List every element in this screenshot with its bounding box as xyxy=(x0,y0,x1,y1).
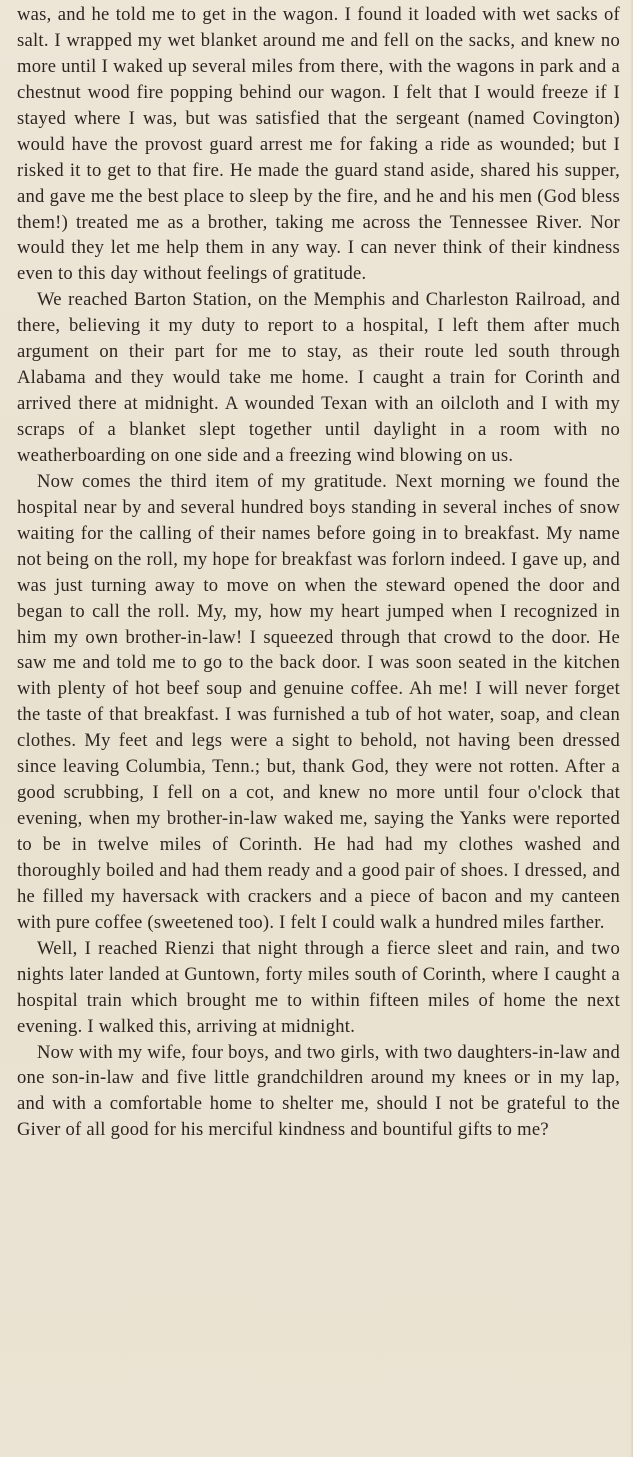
paragraph-journey-home: Well, I reached Rienzi that night through a fierce sleet and rain, and two nights later landed at Guntown, forty miles south of Corinth, where I caught a hospital train which brought me to within fifteen miles of home the next evening. I walked this, arriving at midnight. xyxy=(17,937,620,1037)
paragraph-hospital-breakfast: Now comes the third item of my gratitude. Next morning we found the hospital near by and several hundred boys standing in several inches of snow waiting for the calling of their names before going in to breakfast. My name not being on the roll, my hope for breakfast was forlorn indeed. I gave up, and was just turning away to move on when the steward opened the door and began to call the roll. My, my, how my heart jumped when I recognized in him my own brother-in-law! I squeezed through that crowd to the door. He saw me and told me to go to the back door. I was soon seated in the kitchen with plenty of hot beef soup and genuine coffee. Ah me! I will never forget the taste of that breakfast. I was furnished a tub of hot water, soap, and clean clothes. My feet and legs were a sight to behold, not having been dressed since leaving Columbia, Tenn.; but, thank God, they were not rotten. After a good scrubbing, I fell on a cot, and knew no more until four o'clock that evening, when my brother-in-law waked me, saying the Yanks were reported to be in twelve miles of Corinth. He had had my clothes washed and thoroughly boiled and had them ready and a good pair of shoes. I dressed, and he filled my haversack with crackers and a piece of bacon and my canteen with pure coffee (sweetened too). I felt I could walk a hundred miles farther. xyxy=(17,470,620,933)
paragraph-barton-station: We reached Barton Station, on the Memphis and Charleston Railroad, and there, believing it my duty to report to a hospital, I left them after much argument on their part for me to stay, as their route led south through Alabama and they would take me home. I caught a train for Corinth and arrived there at midnight. A wounded Texan with an oilcloth and I with my scraps of a blanket slept together until daylight in a room with no weatherboarding on one side and a freezing wind blowing on us. xyxy=(17,289,620,466)
paragraph-gratitude: Now with my wife, four boys, and two girls, with two daughters-in-law and one son-in-law and five little grandchildren around my knees or in my lap, and with a comfortable home to shelter me, should I not be grateful to the Giver of all good for his merciful kindness and bountiful gifts to me? xyxy=(17,1041,620,1141)
paragraph-wagon-ride: was, and he told me to get in the wagon. I found it loaded with wet sacks of salt. I wrapped my wet blanket around me and fell on the sacks, and knew no more until I waked up several miles from there, with the wagons in park and a chestnut wood fire popping behind our wagon. I felt that I would freeze if I stayed where I was, but was satisfied that the sergeant (named Covington) would have the provost guard arrest me for faking a ride as wounded; but I risked it to get to that fire. He made the guard stand aside, shared his supper, and gave me the best place to sleep by the fire, and he and his men (God bless them!) treated me as a brother, taking me across the Tennessee River. Nor would they let me help them in any way. I can never think of their kindness even to this day without feelings of gratitude. xyxy=(17,4,620,285)
